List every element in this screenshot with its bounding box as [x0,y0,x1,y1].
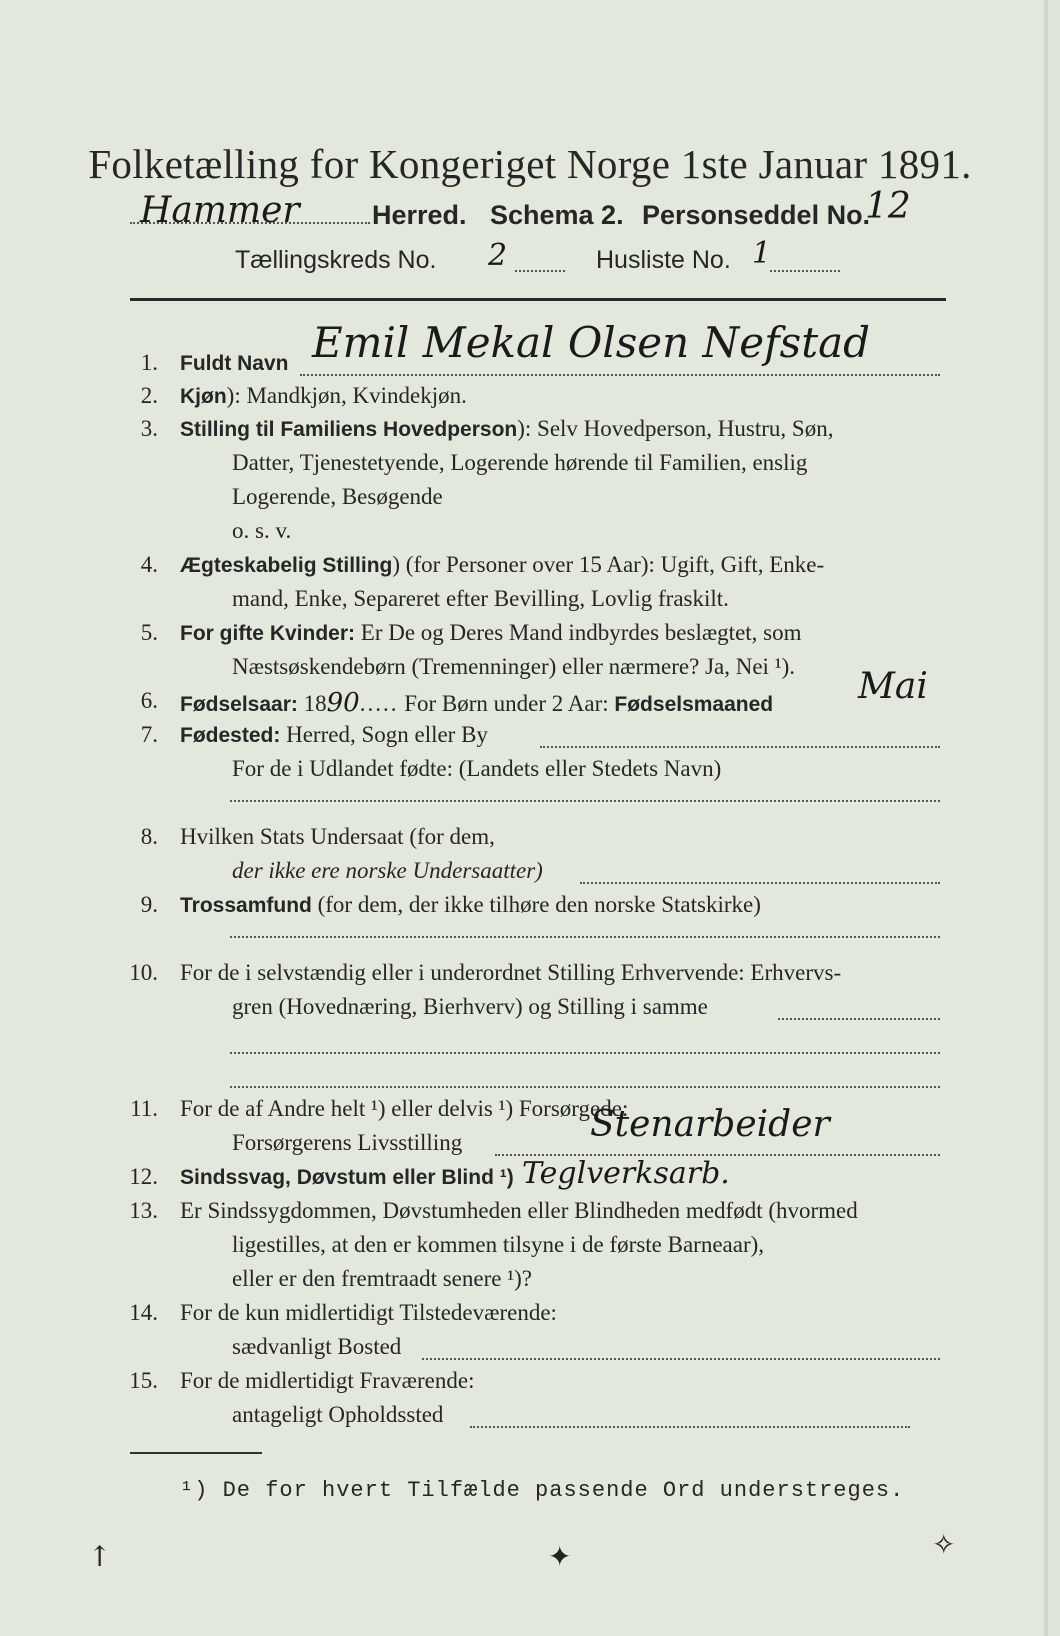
item-label: Fødselsaar: [180,693,298,716]
item-text: Hvilken Stats Undersaat (for dem, [180,824,495,849]
item-text: mand, Enke, Separeret efter Bevilling, Lovlig fraskilt. [232,586,729,611]
census-form-sheet: Folketælling for Kongeriget Norge 1ste Januar 1891. Hammer Herred. Schema 2. Personseddel No. 12 Tællingskreds No. 2 Husliste No. 1 1. Fuldt Navn Emil Mekal Olsen Nefstad 2. Kjøn): Mandkjøn, Kvindekjøn. 3. Stilling til Familiens Hovedperson): Selv Hovedperson, Hustru, Søn, Datter, Tjenestetyende, Logerende hørende til Familien, enslig Logerende, Besøgende o. s. v. 4. Ægteskabelig Stilling) (for Personer over 15 Aar): Ugift, Gift, Enke- mand, Enke, Separeret efter Bevilling, Lovlig fraskilt. 5. For gifte Kvinder: Er De og Deres Mand indbyrdes beslægtet, som Næstsøskendebørn (Tremenninger) eller nærmere? Ja, Nei ¹). 6. Fødselsaar: 1890..... For Børn under 2 Aar: Fødselsmaaned Mai 7. Fødested: Herred, Sogn eller By For de i Udlandet fødte: (Landets eller Stedets Navn) 8. Hvilken Stats Undersaat (for dem, der ikke ere norske Undersaatter) 9. Trossamfund (for dem, der ikke tilhøre den norske Statskirke) 10. For de i selvstændig eller i underordnet Stilling Erhvervende: Erhvervs- gren (Hovednæring, Bierhverv) og Stilling i samme 11. For de af Andre helt ¹) eller delvis ¹) Forsørgede: Forsørgerens Livsstilling Stenarbeider 12. Sindssvag, Døvstum eller Blind ¹) Teglverksarb. 13. Er Sindssygdommen, Døvstumheden eller Blindheden medfødt (hvormed ligestilles, at den er kommen tilsyne i de første Barneaar), eller er den fremtraadt senere ¹)? 14. For de kun midlertidigt Tilstedeværende: sædvanligt Bosted 15. For de midlertidigt Fraværende: antageligt Opholdssted ¹) De for hvert Tilfælde passende Ord understreges. ↑ ✦ ✧ [0,0,1048,1636]
item-text: For de i selvstændig eller i underordnet Stilling Erhvervende: Erhvervs- [180,960,842,985]
item-number: 8. [140,824,158,849]
item-text: ) (for Personer over 15 Aar): Ugift, Gift, Enke- [392,552,825,577]
item-number: 14. [129,1300,158,1325]
birth-year-prefix: 18 [303,691,327,716]
item-number: 13. [129,1198,158,1223]
herred-label: Herred. [372,200,467,230]
item-label: Fødselsmaaned [614,693,774,716]
item-number: 3. [140,416,158,441]
item-text: antageligt Opholdssted [232,1402,444,1427]
kreds-number: 2 [488,238,508,273]
item-number: 6. [140,688,158,713]
item-number: 7. [140,722,158,747]
item-number: 9. [140,892,158,917]
item-dotted-line [230,800,940,802]
birth-month-handwritten: Mai [858,666,928,707]
provider-occupation-handwritten: Stenarbeider [590,1104,830,1145]
corner-mark-left: ↑ [88,1540,112,1573]
item-text: (for dem, der ikke tilhøre den norske Statskirke) [317,892,761,917]
item-label: For gifte Kvinder: [180,622,356,645]
item-dotted-line [230,936,940,938]
disability-handwritten: Teglverksarb. [522,1156,730,1191]
item-number: 4. [140,552,158,577]
item-text: ): Mandkjøn, Kvindekjøn. [226,383,467,408]
footnote-rule [130,1452,262,1454]
husliste-number: 1 [752,236,772,271]
item-dotted-line [470,1426,910,1428]
item-dotted-line [300,374,940,376]
item-text: ): Selv Hovedperson, Hustru, Søn, [517,416,834,441]
item-number: 5. [140,620,158,645]
item-dotted-line [230,1052,940,1054]
herred-handwritten: Hammer [140,190,300,231]
item-dotted-line [778,1018,940,1020]
item-number: 1. [140,350,158,375]
item-text: For Børn under 2 Aar: [404,691,609,716]
item-dotted-line [580,882,940,884]
item-text: For de kun midlertidigt Tilstedeværende: [180,1300,557,1325]
item-dotted-line [540,746,940,748]
footnote: ¹) De for hvert Tilfælde passende Ord understreges. [180,1478,905,1503]
corner-mark-right: ✧ [932,1528,956,1561]
item-label: Kjøn [180,385,227,408]
item-text: ligestilles, at den er kommen tilsyne i de første Barneaar), [232,1232,765,1257]
item-text: Datter, Tjenestetyende, Logerende hørende til Familien, enslig [232,450,808,475]
item-label: Fødested: [180,724,281,747]
item-dotted-line [422,1358,940,1360]
kreds-dots [515,270,565,272]
item-text: o. s. v. [232,518,292,543]
item-text: gren (Hovednæring, Bierhverv) og Stilling i samme [232,994,708,1019]
item-label: Fuldt Navn [180,352,289,375]
item-text: eller er den fremtraadt senere ¹)? [232,1266,532,1291]
item-number: 2. [140,383,158,408]
item-number: 11. [130,1096,158,1121]
item-text: Herred, Sogn eller By [286,722,488,747]
item-text: Næstsøskendebørn (Tremenninger) eller nærmere? Ja, Nei ¹). [232,654,796,679]
personseddel-label: Personseddel No. [642,200,871,230]
item-text: For de midlertidigt Fraværende: [180,1368,475,1393]
item-text: der ikke ere norske Undersaatter) [232,858,543,883]
form-title: Folketælling for Kongeriget Norge 1ste Januar 1891. [88,141,972,187]
item-text: sædvanligt Bosted [232,1334,402,1359]
item-label: Trossamfund [180,894,312,917]
header-rule [130,298,946,301]
full-name-handwritten: Emil Mekal Olsen Nefstad [312,318,871,367]
item-number: 10. [129,960,158,985]
item-text: Logerende, Besøgende [232,484,443,509]
birth-year-handwritten: 90 [326,688,360,718]
husliste-label: Husliste No. [596,246,731,274]
item-text: For de i Udlandet fødte: (Landets eller Stedets Navn) [232,756,722,781]
kreds-label: Tællingskreds No. [235,246,437,274]
item-text: Er De og Deres Mand indbyrdes beslægtet, som [360,620,802,645]
item-dotted-line [230,1086,940,1088]
item-label: Ægteskabelig Stilling [180,554,393,577]
center-mark: ✦ [548,1540,572,1573]
item-label: Stilling til Familiens Hovedperson [180,418,518,441]
item-text: Forsørgerens Livsstilling [232,1130,463,1155]
personseddel-number: 12 [865,186,911,227]
schema-label: Schema 2. [490,200,624,230]
item-text: For de af Andre helt ¹) eller delvis ¹) Forsørgede: [180,1096,629,1121]
item-number: 15. [129,1368,158,1393]
item-text: Er Sindssygdommen, Døvstumheden eller Blindheden medfødt (hvormed [180,1198,858,1223]
husliste-dots [770,270,840,272]
item-number: 12. [129,1164,158,1189]
item-label: Sindssvag, Døvstum eller Blind ¹) [180,1166,514,1189]
